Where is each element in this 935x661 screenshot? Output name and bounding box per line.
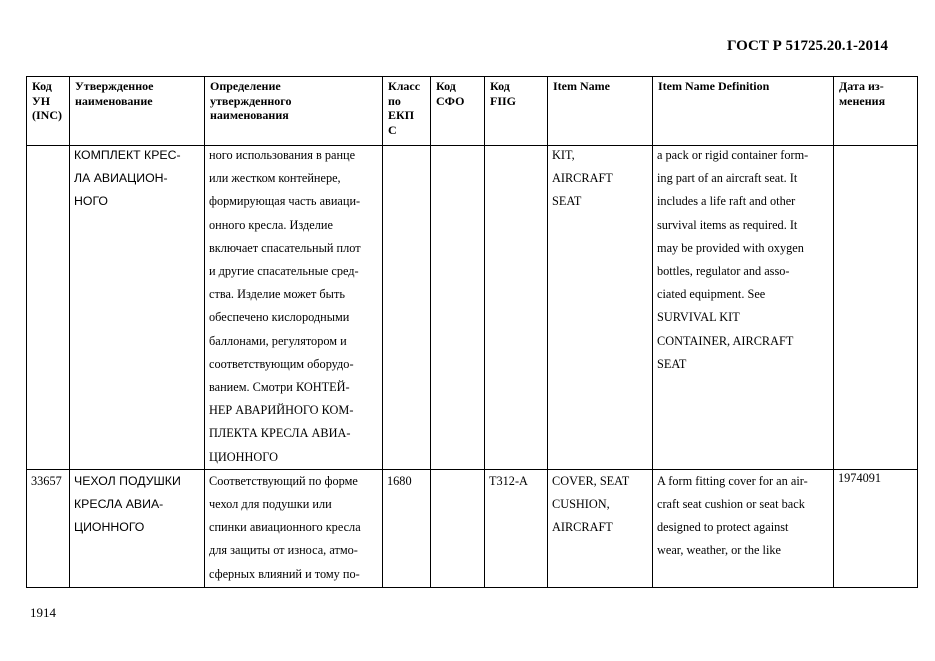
text-line: Утвержденное (75, 79, 154, 93)
text-line: НЕР АВАРИЙНОГО КОМ- (209, 403, 354, 418)
cell-approved-name (70, 469, 205, 587)
text-line: ЦИОННОГО (74, 520, 145, 535)
text-line: (INC) (32, 108, 62, 122)
cell-definition (205, 146, 383, 470)
text-line: Код (436, 79, 456, 93)
table-row (27, 146, 918, 470)
text-line: designed to protect against (657, 520, 789, 535)
text-line: менения (839, 93, 886, 108)
text-line: SURVIVAL KIT (657, 310, 740, 325)
text-line: С (388, 122, 397, 137)
text-line: AIRCRAFT (552, 520, 613, 535)
text-line: Класс (388, 79, 421, 93)
text-line: a pack or rigid container form- (657, 148, 809, 162)
text-line: НОГО (74, 194, 108, 209)
text-line: Дата из- (839, 79, 884, 93)
text-line: ного использования в ранце (209, 148, 356, 162)
text-line: и другие спасательные сред- (209, 264, 359, 279)
text-line: Определение (210, 79, 281, 93)
text-line: КРЕСЛА АВИА- (74, 497, 164, 512)
header-code-fiig (485, 77, 548, 146)
text-line: wear, weather, or the like (657, 543, 781, 558)
text-line: ing part of an aircraft seat. It (657, 171, 798, 186)
cell-code (27, 469, 70, 587)
text-line: ЛА АВИАЦИОН- (74, 171, 168, 186)
cell-definition (205, 469, 383, 587)
text-line: утвержденного (210, 93, 292, 108)
text-line: KIT, (552, 148, 575, 162)
text-line: AIRCRAFT (552, 171, 613, 186)
cell-date: 1974091 (834, 469, 918, 587)
text-line: сферных влияний и тому по- (209, 566, 360, 581)
header-item-name (548, 77, 653, 146)
text-line: соответствующим оборудо- (209, 356, 354, 371)
text-line: наименования (210, 108, 289, 122)
text-line: обеспечено кислородными (209, 310, 350, 325)
text-line: для защиты от износа, атмо- (209, 543, 358, 558)
cell-sfo (431, 146, 485, 470)
cell-fiig (485, 469, 548, 587)
cell-class (383, 146, 431, 470)
text-line: УН (32, 93, 51, 108)
text-line: ПЛЕКТА КРЕСЛА АВИА- (209, 426, 351, 441)
text-line: may be provided with oxygen (657, 240, 804, 255)
cell-item-name (548, 469, 653, 587)
cell-code (27, 146, 70, 470)
text-line: ства. Изделие может быть (209, 287, 345, 302)
text-line: по (388, 93, 401, 108)
cell-item-name (548, 146, 653, 470)
cell-fiig (485, 146, 548, 470)
table-header-row (27, 77, 918, 146)
text-line: A form fitting cover for an air- (657, 473, 808, 488)
text-line: survival items as required. It (657, 217, 798, 232)
text-line: craft seat cushion or seat back (657, 497, 805, 512)
cell-date (834, 146, 918, 470)
table-row (27, 469, 918, 587)
text-line: формирующая часть авиаци- (209, 194, 361, 209)
text-line: ЦИОННОГО (209, 449, 278, 464)
text-line: ЧЕХОЛ ПОДУШКИ (74, 473, 181, 488)
text-line: COVER, SEAT (552, 473, 630, 488)
header-change-date (834, 77, 918, 146)
cell-class (383, 469, 431, 587)
text-line: или жестком контейнере, (209, 171, 341, 186)
text-line: SEAT (552, 194, 582, 209)
cell-item-definition (653, 469, 834, 587)
cell-item-definition (653, 146, 834, 470)
text-line: FIIG (490, 93, 517, 108)
text-line: Код (490, 79, 510, 93)
text-line: чехол для подушки или (209, 497, 332, 512)
text-line: CONTAINER, AIRCRAFT (657, 333, 794, 348)
text-line: СФО (436, 93, 465, 108)
text-line: Item Name Definition (658, 79, 770, 93)
text-line: наименование (75, 93, 153, 108)
text-line: Код (32, 79, 52, 93)
text-line: 33657 (31, 473, 62, 488)
text-line: спинки авиационного кресла (209, 520, 361, 535)
document-standard-header: ГОСТ Р 51725.20.1-2014 (726, 38, 888, 54)
text-line: включает спасательный плот (209, 240, 361, 255)
page-number: 1914 (30, 605, 56, 620)
catalog-table (26, 76, 918, 588)
header-item-name-definition (653, 77, 834, 146)
text-line: ванием. Смотри КОНТЕЙ- (209, 380, 350, 395)
text-line: includes a life raft and other (657, 194, 796, 209)
text-line: Item Name (553, 79, 610, 93)
text-line: CUSHION, (552, 497, 610, 512)
text-line: T312-A (489, 473, 528, 488)
text-line: Соответствующий по форме (209, 473, 358, 488)
header-code-sfo (431, 77, 485, 146)
text-line: SEAT (657, 356, 687, 371)
header-code-inc (27, 77, 70, 146)
cell-sfo (431, 469, 485, 587)
text-line: онного кресла. Изделие (209, 217, 333, 232)
header-approved-name (70, 77, 205, 146)
text-line: баллонами, регулятором и (209, 333, 347, 348)
cell-approved-name (70, 146, 205, 470)
text-line: 1680 (387, 473, 412, 488)
text-line: КОМПЛЕКТ КРЕС- (74, 148, 181, 162)
header-class-ekps (383, 77, 431, 146)
header-approved-name-definition (205, 77, 383, 146)
text-line: ЕКП (388, 108, 415, 122)
text-line: ciated equipment. See (657, 287, 766, 302)
text-line: bottles, regulator and asso- (657, 264, 790, 279)
